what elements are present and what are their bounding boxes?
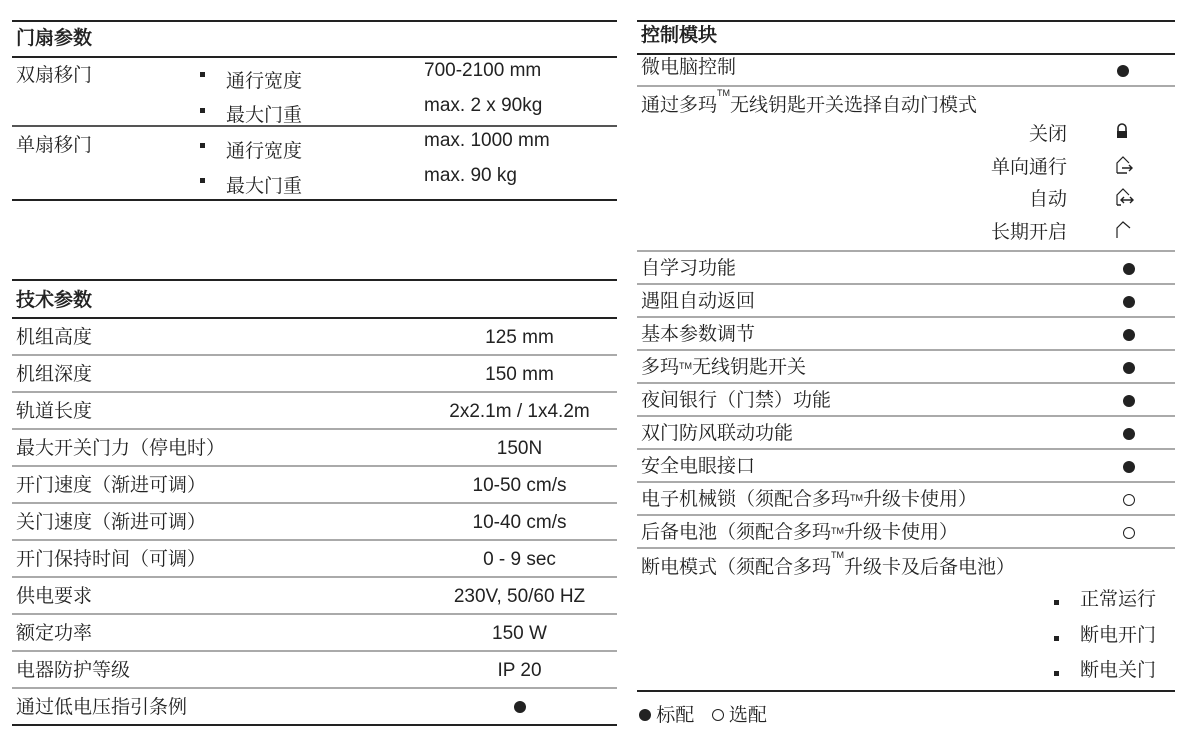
standard-dot-icon [1123,362,1135,374]
row-label: 通过低电压指引条例 [16,697,188,718]
bullet [200,135,205,157]
item-name: 最大门重 [226,176,303,197]
control-row [637,384,1175,415]
row-label: 基本参数调节 [641,324,756,345]
bullet [200,64,205,86]
door-params-title: 门扇参数 [16,28,93,49]
item-value: 700-2100 mm [424,60,542,81]
one-way-icon [1115,156,1135,180]
tech-row [12,689,617,724]
row-label: 夜间银行（门禁）功能 [641,390,832,411]
row-label: 额定功率 [16,623,93,644]
row-value: 10-50 cm/s [472,475,567,496]
legend-standard: 标配 [656,705,695,726]
power-fail-option: 断电关门 [1080,660,1157,681]
row-label: 后备电池（须配合多玛™升级卡使用） [641,522,959,543]
row-label: 轨道长度 [16,401,93,422]
tech-row [12,430,617,465]
control-row [637,285,1175,316]
standard-dot-icon [1123,395,1135,407]
row-value: 150 W [492,623,547,644]
control-table [637,20,1175,727]
standard-dot-icon [1123,329,1135,341]
control-row [637,351,1175,382]
item-value: max. 2 x 90kg [424,95,543,116]
control-row [637,318,1175,349]
group-label: 单扇移门 [16,135,93,156]
lock-icon [1115,123,1129,145]
row-value: 10-40 cm/s [472,512,567,533]
row-label: 多玛™无线钥匙开关 [641,357,807,378]
row-label: 开门保持时间（可调） [16,549,207,570]
tech-params-title: 技术参数 [16,290,93,311]
standard-dot-icon [1123,461,1135,473]
bullet [1054,663,1059,685]
row-label: 遇阻自动返回 [641,291,756,312]
power-fail-option: 断电开门 [1080,624,1157,646]
row-value: IP 20 [497,660,542,681]
row-value: 150 mm [485,364,554,385]
control-row [637,450,1175,481]
row-label: 关门速度（渐进可调） [16,512,207,533]
item-name: 通行宽度 [226,71,303,92]
tech-row [12,652,617,687]
standard-dot-icon [1123,428,1135,440]
row-label: 双门防风联动功能 [641,423,794,444]
mode-label: 自动 [1028,189,1067,210]
bullet [200,100,205,122]
standard-dot-icon [1123,296,1135,308]
tech-row [12,356,617,391]
control-row [637,483,1175,514]
row-label: 机组深度 [16,364,93,385]
row-value: 125 mm [485,327,554,348]
row-label: 断电模式（须配合多玛™升级卡及后备电池） [641,550,1016,578]
door-params-table [12,20,617,201]
tech-row [12,393,617,428]
legend [637,700,1175,727]
bullet [200,170,205,192]
control-row [637,252,1175,283]
power-fail-block [637,549,1175,690]
row-value: 0 - 9 sec [483,549,556,570]
standard-dot-icon [1117,65,1129,77]
control-row [637,55,1175,85]
row-label: 微电脑控制 [641,57,737,78]
row-label: 电器防护等级 [16,660,131,681]
tech-params-table [12,279,617,726]
item-value: max. 1000 mm [424,130,550,151]
open-icon [1115,221,1133,245]
optional-ring-icon [1123,527,1135,539]
row-value: 2x2.1m / 1x4.2m [449,401,590,422]
row-label: 自学习功能 [641,258,737,279]
optional-ring-icon [712,709,724,721]
item-value: max. 90 kg [424,165,517,186]
tech-row [12,504,617,539]
control-row [637,516,1175,547]
mode-label: 关闭 [1028,124,1067,145]
row-label: 电子机械锁（须配合多玛™升级卡使用） [641,489,978,510]
mode-label: 单向通行 [990,156,1067,178]
mode-label: 长期开启 [990,221,1067,243]
row-label: 机组高度 [16,327,93,348]
bullet [1054,628,1059,650]
item-name: 通行宽度 [226,141,303,162]
tech-row [12,467,617,502]
legend-optional: 选配 [728,705,767,726]
row-label: 通过多玛™无线钥匙开关选择自动门模式 [641,88,978,116]
row-label: 开门速度（渐进可调） [16,475,207,496]
row-value [412,689,627,727]
tech-row [12,615,617,650]
bullet [1054,592,1059,614]
row-value: 150N [496,438,543,459]
row-label: 最大开关门力（停电时） [16,438,226,459]
tech-row [12,541,617,576]
standard-dot-icon [514,701,526,713]
group-label: 双扇移门 [16,65,93,86]
tech-row [12,319,617,354]
item-name: 最大门重 [226,105,303,126]
mode-select-block [637,87,1175,250]
standard-dot-icon [639,709,651,721]
row-value: 230V, 50/60 HZ [453,586,586,607]
two-way-icon [1115,188,1135,212]
control-title: 控制模块 [641,25,718,46]
optional-ring-icon [1123,494,1135,506]
power-fail-option: 正常运行 [1080,589,1157,610]
row-label: 供电要求 [16,586,93,607]
row-label: 安全电眼接口 [641,456,756,477]
tech-row [12,578,617,613]
control-row [637,417,1175,448]
divider [12,125,617,127]
standard-dot-icon [1123,263,1135,275]
